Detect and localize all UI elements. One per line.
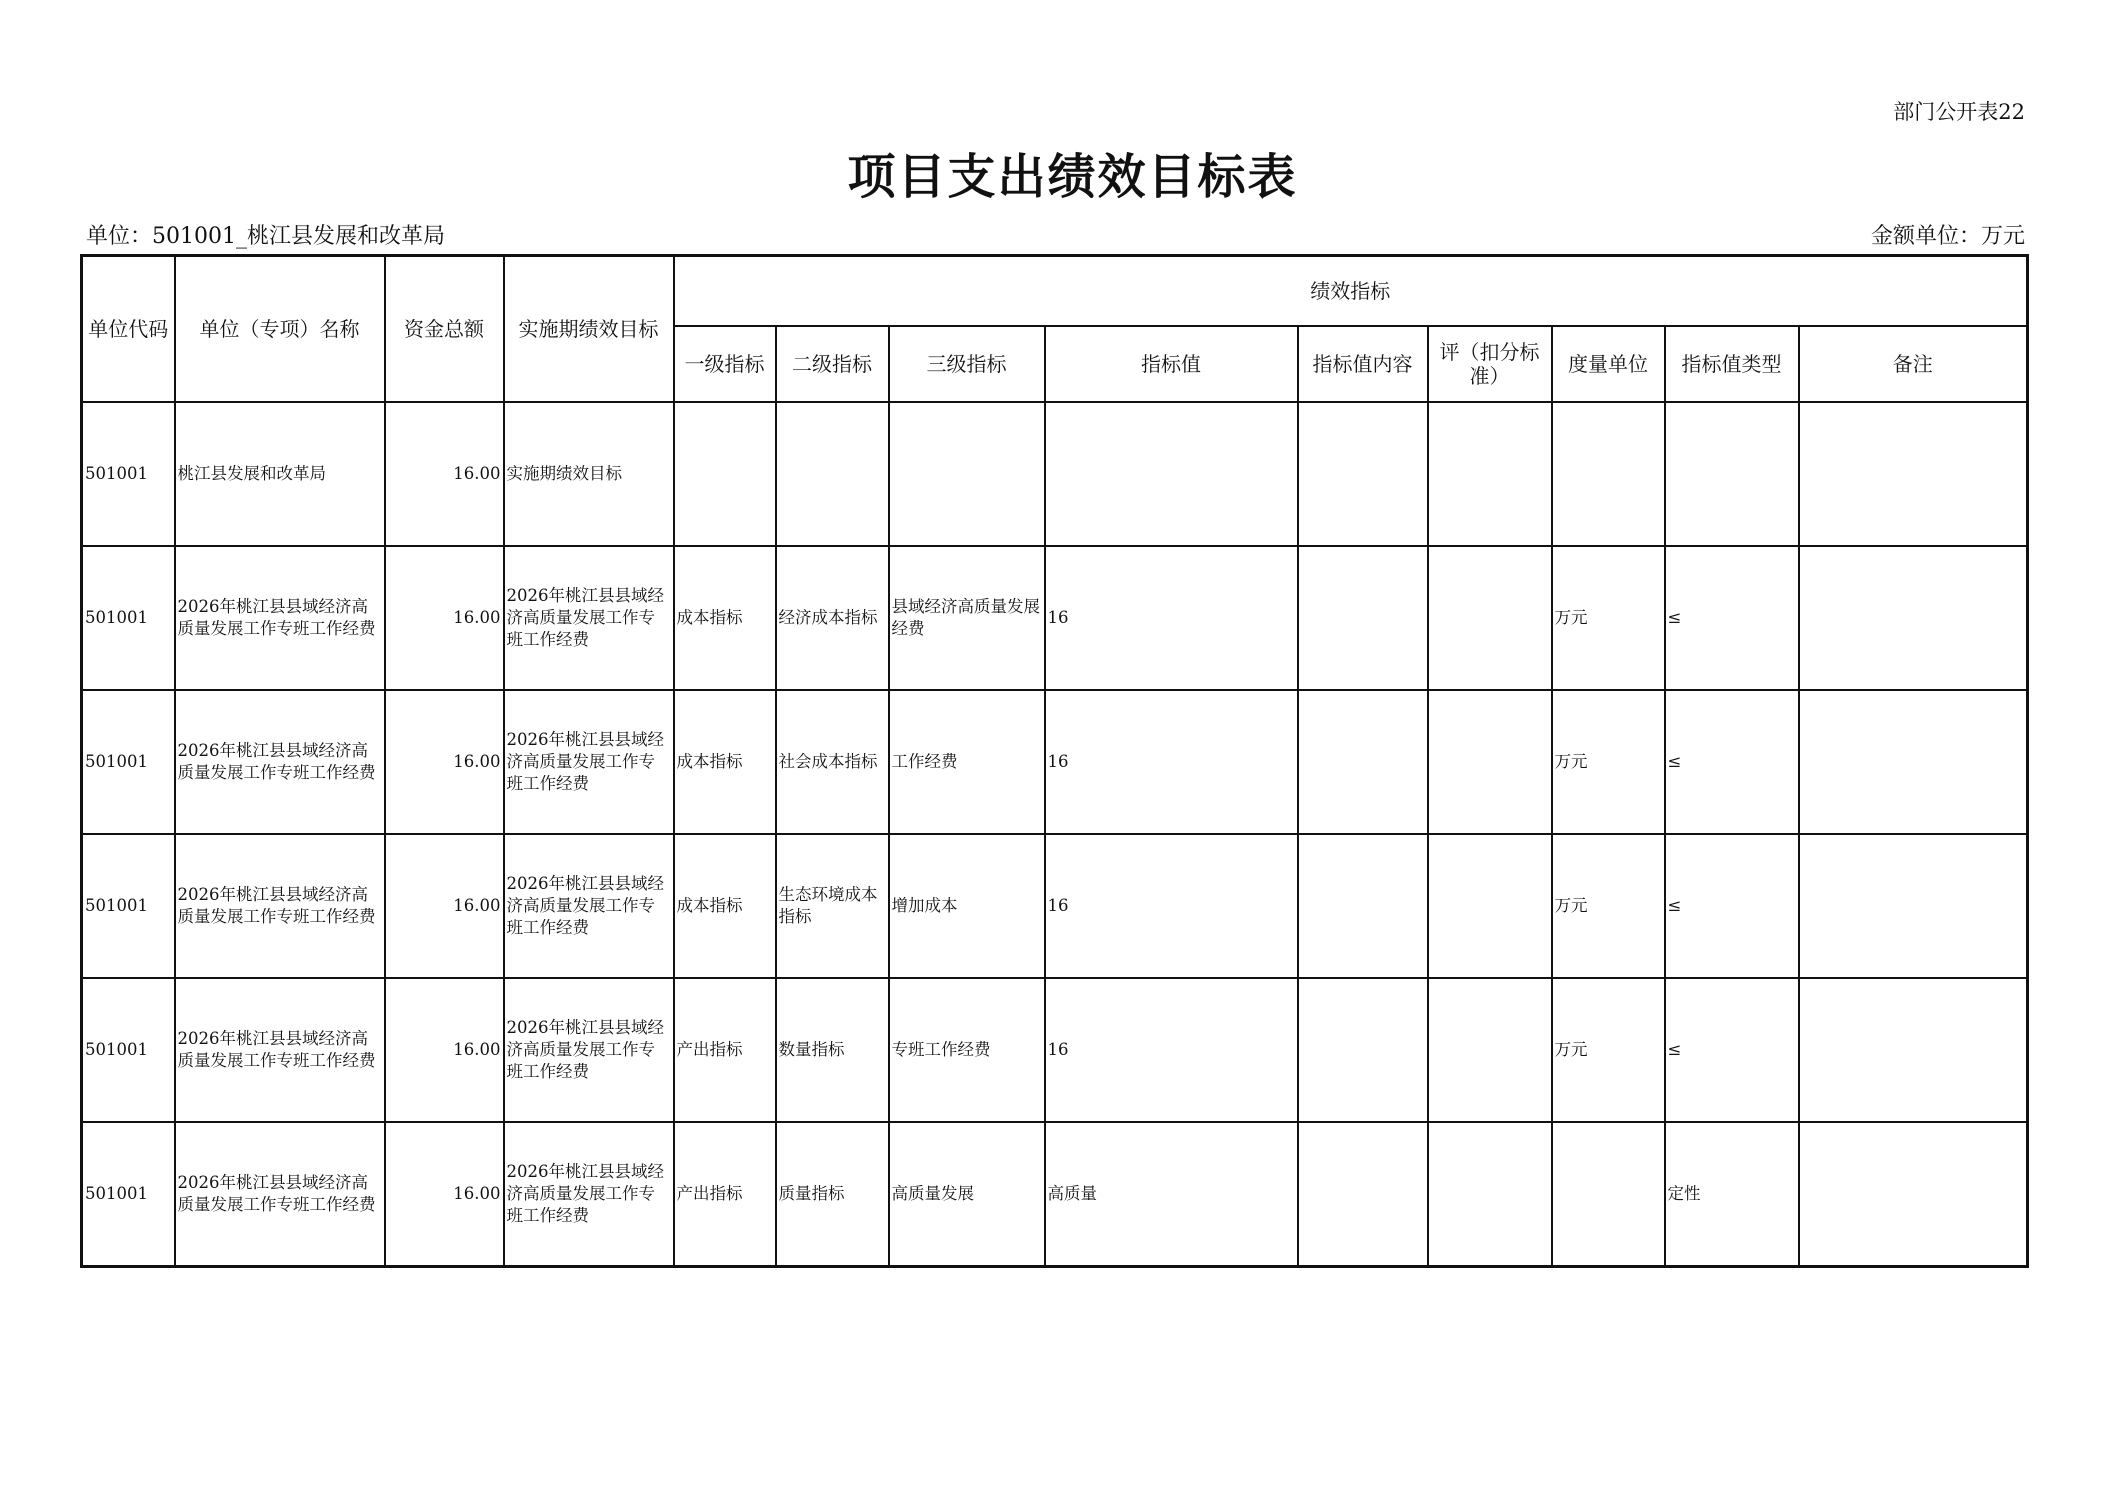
cell-remarks [1799, 834, 2028, 978]
col-header-level3: 三级指标 [889, 326, 1045, 402]
cell-scoring [1428, 834, 1552, 978]
cell-scoring [1428, 1122, 1552, 1267]
cell-value-content [1298, 690, 1428, 834]
cell-unit-code: 501001 [82, 834, 175, 978]
cell-period-goal: 2026年桃江县县域经济高质量发展工作专班工作经费 [504, 690, 674, 834]
cell-unit-name: 2026年桃江县县域经济高质量发展工作专班工作经费 [175, 1122, 385, 1267]
cell-period-goal: 2026年桃江县县域经济高质量发展工作专班工作经费 [504, 834, 674, 978]
cell-measure-unit [1552, 1122, 1665, 1267]
cell-indicator-value: 16 [1045, 546, 1298, 690]
col-header-measure-unit: 度量单位 [1552, 326, 1665, 402]
cell-value-type: ≤ [1665, 690, 1799, 834]
cell-unit-code: 501001 [82, 402, 175, 546]
cell-measure-unit: 万元 [1552, 546, 1665, 690]
cell-remarks [1799, 978, 2028, 1122]
table-row [82, 978, 2028, 1122]
col-header-total-funds: 资金总额 [385, 256, 504, 402]
cell-value-type: ≤ [1665, 834, 1799, 978]
col-header-period-goal: 实施期绩效目标 [504, 256, 674, 402]
cell-level1: 产出指标 [674, 978, 776, 1122]
cell-indicator-value: 16 [1045, 834, 1298, 978]
col-header-level2: 二级指标 [776, 326, 889, 402]
cell-value-type: ≤ [1665, 978, 1799, 1122]
cell-total-funds: 16.00 [385, 978, 504, 1122]
cell-unit-code: 501001 [82, 1122, 175, 1267]
cell-value-content [1298, 978, 1428, 1122]
cell-level2: 生态环境成本指标 [776, 834, 889, 978]
col-header-scoring: 评（扣分标准） [1428, 326, 1552, 402]
form-number: 部门公开表22 [1893, 100, 2025, 124]
col-header-unit-name: 单位（专项）名称 [175, 256, 385, 402]
cell-total-funds: 16.00 [385, 546, 504, 690]
cell-total-funds: 16.00 [385, 402, 504, 546]
cell-scoring [1428, 978, 1552, 1122]
amount-unit-label: 金额单位：万元 [1870, 224, 2025, 249]
cell-indicator-value: 16 [1045, 978, 1298, 1122]
cell-level3: 增加成本 [889, 834, 1045, 978]
cell-remarks [1799, 402, 2028, 546]
cell-total-funds: 16.00 [385, 834, 504, 978]
cell-remarks [1799, 690, 2028, 834]
cell-unit-name: 桃江县发展和改革局 [175, 402, 385, 546]
col-header-value-content: 指标值内容 [1298, 326, 1428, 402]
cell-unit-code: 501001 [82, 690, 175, 834]
cell-value-content [1298, 402, 1428, 546]
cell-scoring [1428, 690, 1552, 834]
cell-unit-name: 2026年桃江县县域经济高质量发展工作专班工作经费 [175, 690, 385, 834]
cell-measure-unit: 万元 [1552, 690, 1665, 834]
page-title: 项目支出绩效目标表 [847, 149, 1298, 205]
cell-level1 [674, 402, 776, 546]
cell-level3: 工作经费 [889, 690, 1045, 834]
table-row [82, 402, 2028, 546]
cell-unit-name: 2026年桃江县县域经济高质量发展工作专班工作经费 [175, 978, 385, 1122]
cell-indicator-value: 高质量 [1045, 1122, 1298, 1267]
cell-period-goal: 2026年桃江县县域经济高质量发展工作专班工作经费 [504, 1122, 674, 1267]
unit-label: 单位：501001_桃江县发展和改革局 [86, 224, 445, 249]
cell-level2: 数量指标 [776, 978, 889, 1122]
cell-level1: 成本指标 [674, 690, 776, 834]
cell-level1: 产出指标 [674, 1122, 776, 1267]
cell-level2: 经济成本指标 [776, 546, 889, 690]
col-header-remarks: 备注 [1799, 326, 2028, 402]
cell-scoring [1428, 546, 1552, 690]
cell-indicator-value: 16 [1045, 690, 1298, 834]
cell-level3: 县域经济高质量发展经费 [889, 546, 1045, 690]
cell-period-goal: 实施期绩效目标 [504, 402, 674, 546]
performance-target-table [80, 254, 2029, 1268]
cell-level3 [889, 402, 1045, 546]
cell-period-goal: 2026年桃江县县域经济高质量发展工作专班工作经费 [504, 546, 674, 690]
col-header-indicator-value: 指标值 [1045, 326, 1298, 402]
cell-value-content [1298, 834, 1428, 978]
cell-level1: 成本指标 [674, 546, 776, 690]
cell-remarks [1799, 546, 2028, 690]
col-header-value-type: 指标值类型 [1665, 326, 1799, 402]
cell-measure-unit [1552, 402, 1665, 546]
cell-unit-code: 501001 [82, 546, 175, 690]
cell-unit-code: 501001 [82, 978, 175, 1122]
table-row [82, 1122, 2028, 1267]
cell-level3: 高质量发展 [889, 1122, 1045, 1267]
cell-value-type: ≤ [1665, 546, 1799, 690]
table-row [82, 834, 2028, 978]
table-row [82, 546, 2028, 690]
cell-level2: 社会成本指标 [776, 690, 889, 834]
cell-measure-unit: 万元 [1552, 834, 1665, 978]
cell-value-content [1298, 1122, 1428, 1267]
col-header-unit-code: 单位代码 [82, 256, 175, 402]
cell-value-content [1298, 546, 1428, 690]
col-header-indicators-group: 绩效指标 [674, 256, 2028, 326]
cell-measure-unit: 万元 [1552, 978, 1665, 1122]
cell-total-funds: 16.00 [385, 1122, 504, 1267]
cell-unit-name: 2026年桃江县县域经济高质量发展工作专班工作经费 [175, 834, 385, 978]
cell-total-funds: 16.00 [385, 690, 504, 834]
cell-remarks [1799, 1122, 2028, 1267]
cell-level1: 成本指标 [674, 834, 776, 978]
cell-level2: 质量指标 [776, 1122, 889, 1267]
cell-period-goal: 2026年桃江县县域经济高质量发展工作专班工作经费 [504, 978, 674, 1122]
cell-value-type [1665, 402, 1799, 546]
col-header-level1: 一级指标 [674, 326, 776, 402]
cell-unit-name: 2026年桃江县县域经济高质量发展工作专班工作经费 [175, 546, 385, 690]
cell-indicator-value [1045, 402, 1298, 546]
cell-level3: 专班工作经费 [889, 978, 1045, 1122]
cell-scoring [1428, 402, 1552, 546]
table-row [82, 690, 2028, 834]
cell-value-type: 定性 [1665, 1122, 1799, 1267]
cell-level2 [776, 402, 889, 546]
